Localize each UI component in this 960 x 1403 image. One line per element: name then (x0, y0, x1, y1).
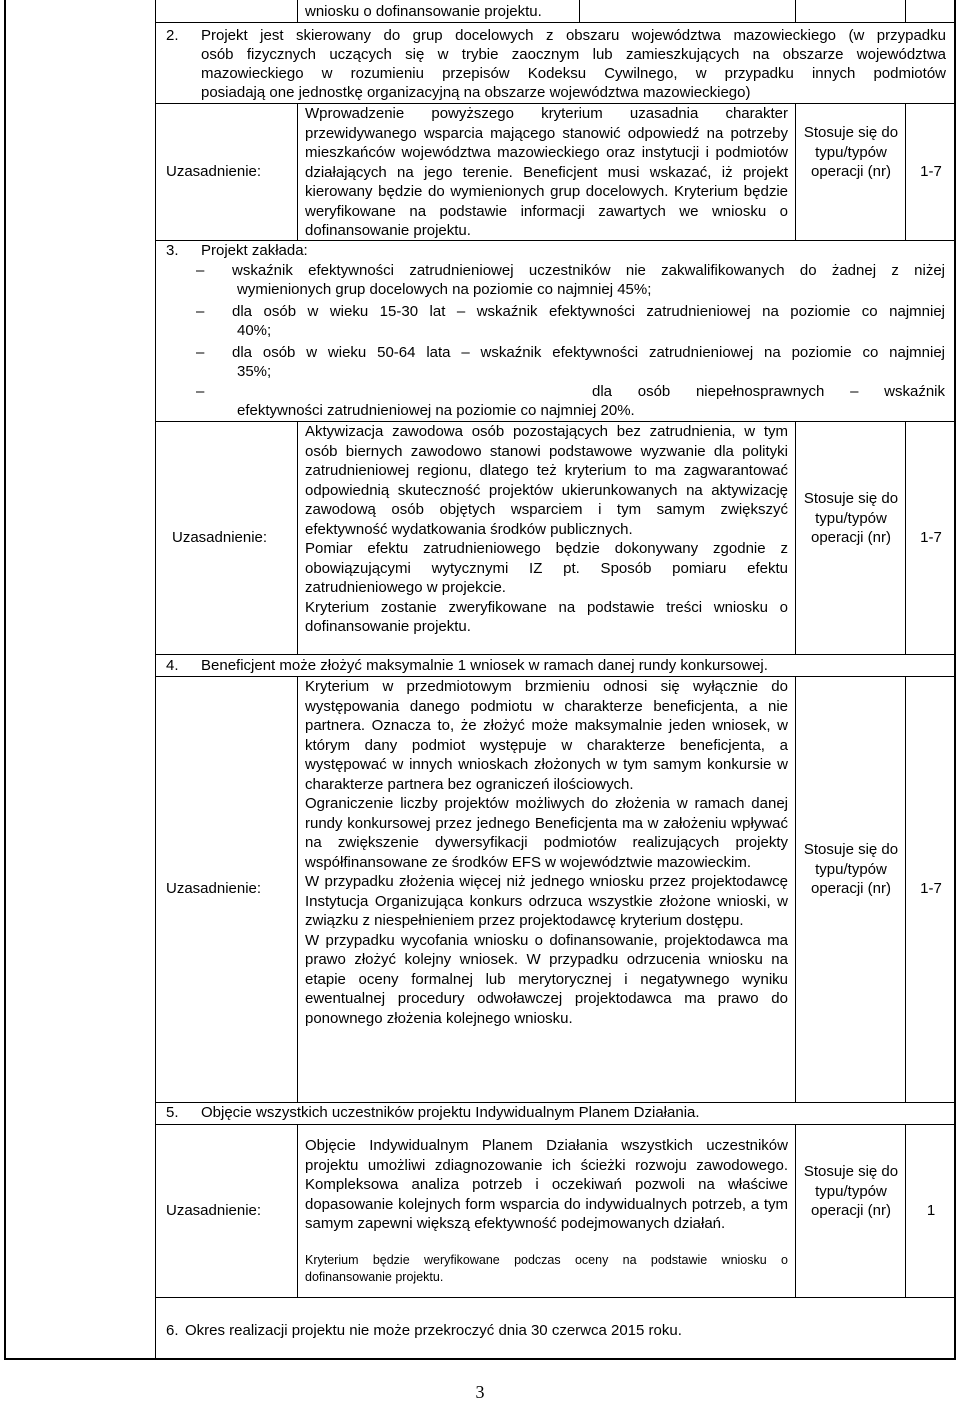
criterion-4-justification-p4: W przypadku wycofania wniosku o dofinansowanie, projektodawca ma prawo złożyć kolejny wniosek. W przypadku odrzucenia wniosku na etapie oceny formalnej lub merytorycznej i negatywnego wyniku ewentualnej procedury odwoławczej projektodawca ma prawo do ponownego złożenia kolejnego wniosku. (305, 931, 788, 1027)
criterion-3-bullet-2a: dla osób w wieku 15-30 lat – wskaźnik efektywności zatrudnieniowej na poziomie co najmniej (232, 303, 945, 320)
criterion-3-title: Projekt zakłada: (201, 242, 308, 259)
bullet-dash: – (196, 262, 205, 279)
criterion-5-verification: Kryterium będzie weryfikowane podczas oceny na podstawie wniosku o dofinansowanie projektu. (305, 1253, 788, 1284)
col-rule-top-4 (905, 0, 906, 22)
criterion-2-number: 2. (166, 27, 179, 44)
col-rule (297, 421, 298, 654)
top-line-text: wniosku o dofinansowanie projektu. (305, 3, 542, 20)
criterion-4-title: Beneficjent może złożyć maksymalnie 1 wniosek w ramach danej rundy konkursowej. (201, 657, 768, 674)
criterion-3-bullet-2b: 40%; (237, 322, 272, 339)
bullet-dash: – (196, 344, 205, 361)
criterion-5-range: 1 (926, 1202, 936, 1219)
page-number: 3 (475, 1382, 485, 1402)
col-rule (297, 676, 298, 1102)
criterion-3-bullet-1a: wskaźnik efektywności zatrudnieniowej uczestników nie zakwalifikowanych do żadnej z niżej (232, 262, 945, 279)
criterion-5-justification: Objęcie Indywidualnym Planem Działania wszystkich uczestników projektu umożliwi zdiagnozowanie ich ścieżki rozwoju zawodowego. Kompleksowa analiza potrzeb i oczekiwań pozwoli na właściwe dopasowanie kolejnych form wsparcia do indywidualnych potrzeb, a tym samym zapewni większą efektywność podejmowanych działań. (305, 1137, 788, 1232)
criterion-4-justification-p2: Ograniczenie liczby projektów możliwych do złożenia w ramach danej rundy konkursowej przez jednego Beneficjenta ma w założeniu wpływać na zwiększenie dywersyfikacji podmiotów realizujących projekty współfinansowane ze środków EFS w województwie mazowieckim. (305, 795, 788, 871)
criterion-6-number: 6. (166, 1322, 179, 1339)
criterion-2-range: 1-7 (920, 163, 942, 180)
criterion-3-range: 1-7 (920, 529, 942, 546)
col-rule (905, 421, 906, 654)
col-rule (905, 103, 906, 240)
bullet-dash: – (196, 383, 205, 400)
criterion-3-number: 3. (166, 242, 179, 259)
col-rule-top (297, 0, 298, 22)
criterion-2-justification: Wprowadzenie powyższego kryterium uzasadnia charakter przewidywanego wsparcia mającego stanowić odpowiedź na potrzeby mieszkańców województwa mazowieckiego oraz instytucji i podmiotów działających na jego terenie. Beneficjent musi wskazać, iż projekt kierowany będzie do wymienionych grup docelowych. Kryterium będzie weryfikowane na podstawie informacji zawartych we wniosku o dofinansowanie projektu. (305, 105, 788, 239)
justification-label: Uzasadnienie: (166, 163, 262, 180)
criterion-3-justification-p3: Kryterium zostanie zweryfikowane na podstawie treści wniosku o dofinansowanie projektu. (305, 598, 788, 635)
criterion-3-justification-p2: Pomiar efektu zatrudnieniowego będzie dokonywany zgodnie z obowiązującymi wytycznymi IZ pt. Sposób pomiaru efektu zatrudnieniowego w projekcie. (305, 540, 788, 596)
col-rule (795, 676, 796, 1102)
col-rule (905, 1124, 906, 1297)
col-rule (795, 103, 796, 240)
criterion-6-title: Okres realizacji projektu nie może przekroczyć dnia 30 czerwca 2015 roku. (185, 1322, 682, 1339)
justification-label: Uzasadnienie: (166, 880, 262, 897)
criterion-2-line-2: osób fizycznych uczących się w trybie zaocznym lub zamieszkujących na obszarze województwa (201, 46, 946, 63)
criterion-4-justification-p1: Kryterium w przedmiotowym brzmieniu odnosi się wyłącznie do występowania danego podmiotu w charakterze beneficjenta, a nie partnera. Oznacza to, że złożyć może maksymalnie jeden wniosek, w którym dany podmiot występuje w charakterze beneficjenta, a występować w innych wnioskach złożonych w tym samym konkursie w charakterze partnera bez ograniczeń ilościowych. (305, 678, 788, 793)
row-rule (155, 1124, 956, 1125)
criterion-2-line-3: mazowieckiego w rozumieniu przepisów Kodeksu Cywilnego, w przypadku innych podmiotów (201, 65, 946, 82)
criterion-3-applies: Stosuje się do typu/typów operacji (nr) (803, 490, 899, 546)
criterion-3-bullet-4a: dla osób niepełnosprawnych – wskaźnik (592, 383, 945, 400)
criterion-5-number: 5. (166, 1104, 179, 1121)
criterion-3-bullet-4b: efektywności zatrudnieniowej na poziomie co najmniej 20%. (237, 402, 635, 419)
col-rule (795, 421, 796, 654)
criterion-4-justification-p3: W przypadku złożenia więcej niż jednego wniosku przez projektodawcę Instytucja Organizująca konkurs odrzuca wszystkie złożone wnioski, w związku z niespełnieniem przez projektodawcę kryterium dostępu. (305, 873, 788, 929)
bullet-dash: – (196, 303, 205, 320)
col-rule (795, 1124, 796, 1297)
col-rule (297, 1124, 298, 1297)
criterion-4-range: 1-7 (920, 880, 942, 897)
criterion-4-justification (305, 677, 788, 1028)
criterion-5-applies: Stosuje się do typu/typów operacji (nr) (803, 1163, 899, 1219)
criterion-3-justification (305, 422, 788, 637)
row-rule (155, 1297, 956, 1298)
col-rule-top-3 (795, 0, 796, 22)
row-rule (155, 22, 956, 23)
criterion-3-bullet-1b: wymienionych grup docelowych na poziomie co najmniej 45%; (237, 281, 652, 298)
justification-label: Uzasadnienie: (172, 529, 268, 546)
col-rule (297, 103, 298, 240)
criterion-2-line-4: posiadają one jednostkę organizacyjną na obszarze województwa mazowieckiego) (201, 84, 751, 101)
criterion-2-line-1: Projekt jest skierowany do grup docelowych z obszaru województwa mazowieckiego (w przypadku (201, 27, 946, 44)
criterion-5-title: Objęcie wszystkich uczestników projektu Indywidualnym Planem Działania. (201, 1104, 700, 1121)
criterion-4-applies: Stosuje się do typu/typów operacji (nr) (803, 841, 899, 897)
col-rule-top-2 (579, 0, 580, 22)
criterion-4-number: 4. (166, 657, 179, 674)
col-rule (905, 676, 906, 1102)
criterion-3-bullet-3a: dla osób w wieku 50-64 lata – wskaźnik efektywności zatrudnieniowej na poziomie co najmniej (232, 344, 945, 361)
justification-label: Uzasadnienie: (166, 1202, 262, 1219)
criterion-2-applies: Stosuje się do typu/typów operacji (nr) (803, 124, 899, 180)
left-column-rule (155, 0, 156, 1360)
row-rule (155, 654, 956, 655)
criterion-3-justification-p1: Aktywizacja zawodowa osób pozostających bez zatrudnienia, w tym osób biernych zawodowo stanowi podstawowe wyzwanie dla polityki zatrudnieniowej regionu, dlatego też kryterium to ma zagwarantować odpowiednią skuteczność projektów ukierunkowanych na aktywizację zawodową osób objętych wsparciem i tym samym zwiększyć efektywność wydatkowania środków publicznych. (305, 423, 788, 538)
criterion-3-bullet-3b: 35%; (237, 363, 272, 380)
